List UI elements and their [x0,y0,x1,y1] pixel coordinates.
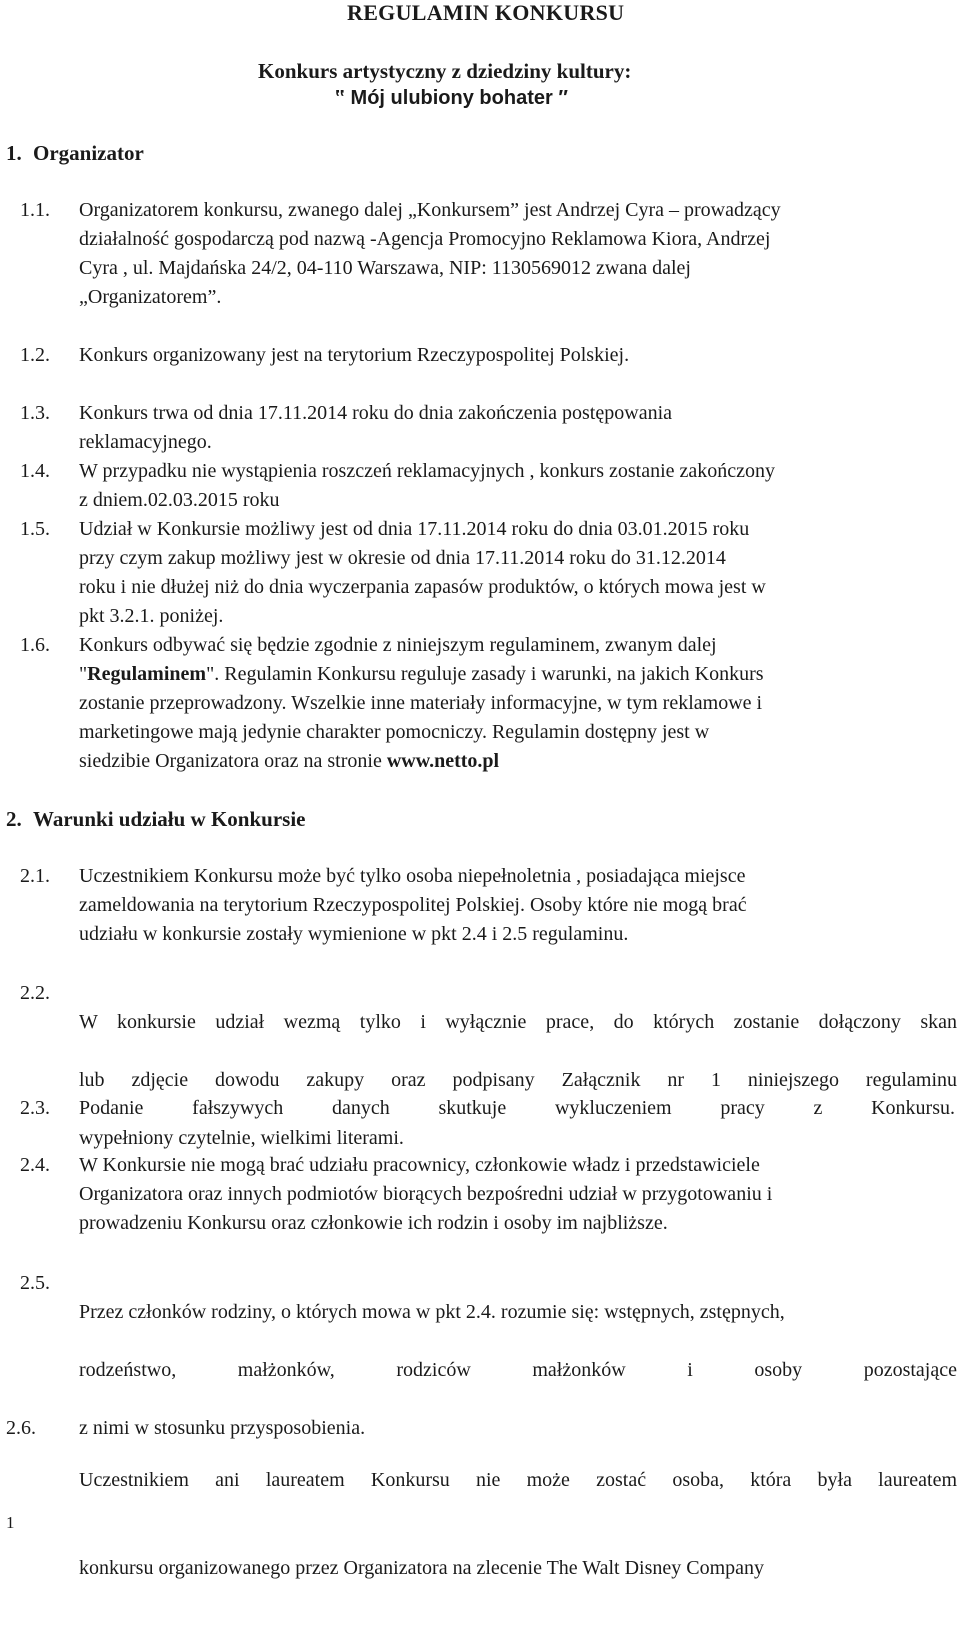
item-number-2-1: 2.1. [20,865,50,887]
section-2-number: 2. [6,807,22,831]
item-text-1-1: Organizatorem konkursu, zwanego dalej „Konkursem” jest Andrzej Cyra – prowadzący działalność gospodarczą pod nazwą -Agencja Promocyjno Reklamowa Kiora, Andrzej Cyra , ul. Majdańska 24/2, 04-110 Warszawa, NIP: 1130569012 zwana dalej „Organizatorem”. [79,199,781,308]
item-text-1-3: Konkurs trwa od dnia 17.11.2014 roku do dnia zakończenia postępowania reklamacyjnego. [79,402,672,453]
section-1-title: Organizator [33,141,144,165]
item-number-1-2: 1.2. [20,344,50,366]
section-2-heading [6,806,306,832]
item-number-1-6: 1.6. [20,634,50,656]
item-text-2-5-line-3: z nimi w stosunku przysposobienia. [79,1417,366,1439]
item-text-2-3: Podanie fałszywych danych skutkuje wykluczeniem pracy z Konkursu. [79,1097,955,1119]
item-number-2-3: 2.3. [20,1097,50,1119]
item-text-2-6-line-2: konkursu organizowanego przez Organizatora na zlecenie The Walt Disney Company [79,1557,765,1579]
item-text-2-5-line-2: rodzeństwo, małżonków, rodziców małżonków i osoby pozostające [79,1359,957,1381]
item-number-2-4: 2.4. [20,1154,50,1176]
item-text-1-6-part-b: ". Regulamin Konkursu reguluje zasady i warunki, na jakich Konkurs zostanie przeprowadzony. Wszelkie inne materiały informacyjne, w tym reklamowe i marketingowe mają jedynie charakter pomocniczy. Regulamin dostępny jest w siedzibie Organizatora oraz na stronie [79,663,764,772]
item-text-1-2: Konkurs organizowany jest na terytorium Rzeczypospolitej Polskiej. [79,344,630,366]
item-text-2-6-line-1: Uczestnikiem ani laureatem Konkursu nie może zostać osoba, która była laureatem [79,1469,957,1491]
item-number-1-4: 1.4. [20,460,50,482]
website-link[interactable]: www.netto.pl [386,750,500,772]
item-number-1-3: 1.3. [20,402,50,424]
item-number-1-1: 1.1. [20,199,50,221]
item-text-1-4: W przypadku nie wystąpienia roszczeń reklamacyjnych , konkurs zostanie zakończony z dniem.02.03.2015 roku [79,460,776,511]
item-text-2-2-line-3: wypełniony czytelnie, wielkimi literami. [79,1127,404,1149]
item-text-1-6 [79,631,949,776]
item-number-2-5: 2.5. [20,1272,50,1294]
item-text-2-2-line-2: lub zdjęcie dowodu zakupy oraz podpisany Załącznik nr 1 niniejszego regulaminu [79,1069,957,1091]
item-text-2-2-line-1: W konkursie udział wezmą tylko i wyłącznie prace, do których zostanie dołączony skan [79,1011,957,1033]
section-1-number: 1. [6,141,22,165]
contest-theme: ‟ Mój ulubiony bohater ″ [335,87,568,109]
section-2-title: Warunki udziału w Konkursie [33,807,306,831]
item-number-1-5: 1.5. [20,518,50,540]
page-number: 1 [6,1513,15,1532]
item-number-2-2: 2.2. [20,982,50,1004]
item-text-2-1: Uczestnikiem Konkursu może być tylko osoba niepełnoletnia , posiadająca miejsce zameldowania na terytorium Rzeczypospolitej Polskiej. Osoby które nie mogą brać udziału w konkursie zostały wymienione w pkt 2.4 i 2.5 regulaminu. [79,865,747,945]
item-number-2-6: 2.6. [6,1417,36,1439]
document-subtitle: Konkurs artystyczny z dziedziny kultury: [258,59,632,83]
item-text-2-6 [79,1414,957,1634]
regulamin-term: Regulaminem [87,663,207,685]
item-text-1-6-part-a: Konkurs odbywać się będzie zgodnie z niniejszym regulaminem, zwanym dalej " [79,634,717,685]
item-text-2-4: W Konkursie nie mogą brać udziału pracownicy, członkowie władz i przedstawiciele Organizatora oraz innych podmiotów biorących bezpośredni udział w przygotowaniu i prowadzeniu Konkursu oraz członkowie ich rodzin i osoby im najbliższe. [79,1154,773,1234]
section-1-heading [6,140,144,166]
document-title: REGULAMIN KONKURSU [347,0,625,25]
item-text-1-5: Udział w Konkursie możliwy jest od dnia 17.11.2014 roku do dnia 03.01.2015 roku przy czym zakup możliwy jest w okresie od dnia 17.11.2014 roku do 31.12.2014 roku i nie dłużej niż do dnia wyczerpania zapasów produktów, o których mowa jest w pkt 3.2.1. poniżej. [79,518,766,627]
item-text-2-5-line-1: Przez członków rodziny, o których mowa w pkt 2.4. rozumie się: wstępnych, zstępnych, [79,1301,785,1323]
